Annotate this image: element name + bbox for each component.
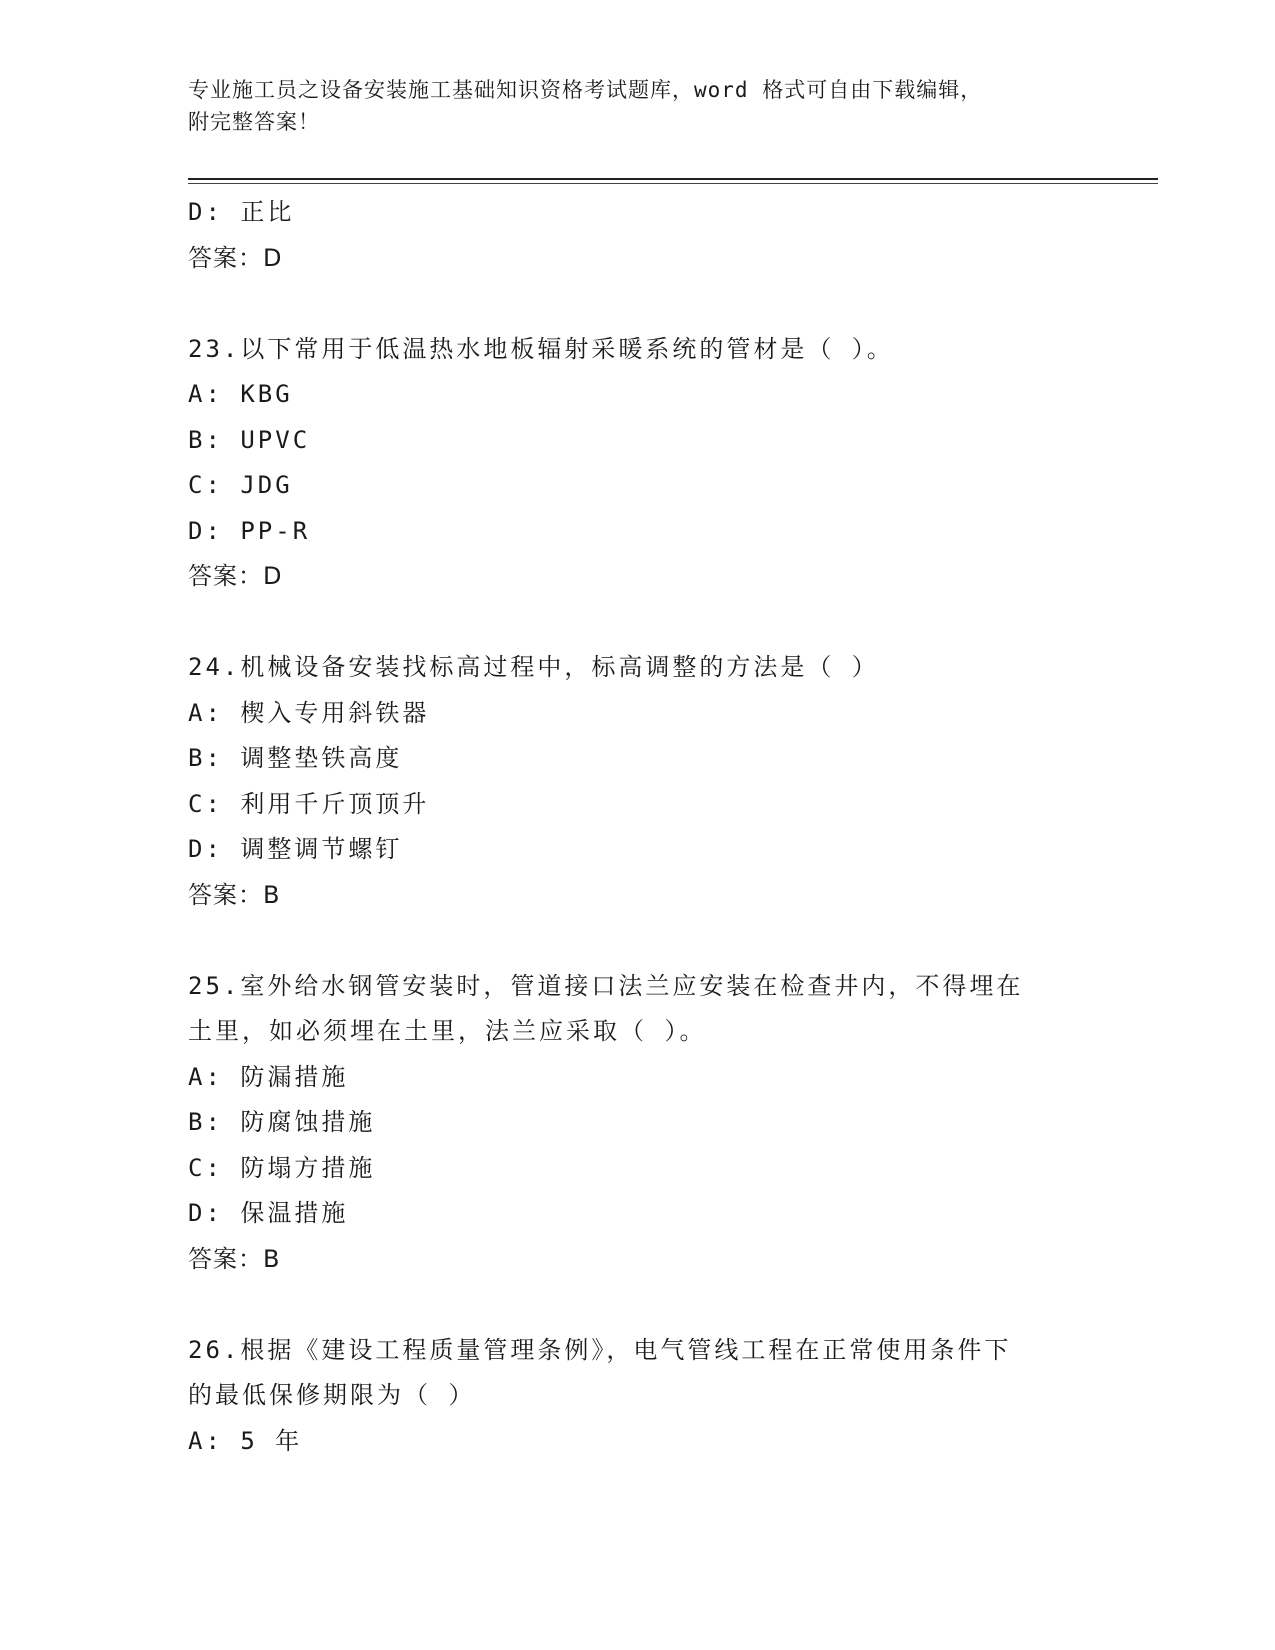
question-23-option-d: D: PP-R <box>188 516 311 545</box>
header-divider-thin <box>188 183 1158 184</box>
question-24-stem: 24.机械设备安装找标高过程中，标高调整的方法是（ ） <box>188 653 879 681</box>
question-26-option-a: A: 5 年 <box>188 1426 303 1455</box>
question-23-option-b: B: UPVC <box>188 425 311 454</box>
question-26-stem-line-2: 的最低保修期限为（ ） <box>188 1381 476 1409</box>
question-24-option-d: D: 调整调节螺钉 <box>188 835 403 863</box>
spacer <box>188 281 1088 327</box>
header-title-line-2: 附完整答案！ <box>188 110 320 134</box>
question-list <box>188 190 1088 1464</box>
question-24-option-c: C: 利用千斤顶顶升 <box>188 789 430 818</box>
question-23-stem: 23.以下常用于低温热水地板辐射采暖系统的管材是（ ）。 <box>188 334 894 363</box>
question-25-answer: 答案：B <box>188 1244 281 1273</box>
question-23-option-c: C: JDG <box>188 471 293 499</box>
spacer <box>188 1282 1088 1328</box>
question-24-option-b: B: 调整垫铁高度 <box>188 744 403 772</box>
question-23-answer: 答案：D <box>188 562 283 590</box>
prev-answer: 答案：D <box>188 243 283 272</box>
question-25-option-d: D: 保温措施 <box>188 1199 349 1227</box>
question-25-stem-line-2: 土里，如必须埋在土里，法兰应采取（ ）。 <box>188 1017 707 1045</box>
question-25-stem-line-1: 25.室外给水钢管安装时，管道接口法兰应安装在检查井内，不得埋在 <box>188 971 1024 1000</box>
document-header <box>188 74 1068 138</box>
header-divider-thick <box>188 178 1158 180</box>
question-25-option-c: C: 防塌方措施 <box>188 1153 376 1182</box>
question-24-option-a: A: 楔入专用斜铁器 <box>188 698 430 727</box>
question-25-option-b: B: 防腐蚀措施 <box>188 1108 376 1136</box>
prev-option-d: D: 正比 <box>188 198 295 226</box>
spacer <box>188 600 1088 646</box>
question-24-answer: 答案：B <box>188 880 281 909</box>
spacer <box>188 918 1088 964</box>
question-25-option-a: A: 防漏措施 <box>188 1062 349 1091</box>
question-26-stem-line-1: 26.根据《建设工程质量管理条例》，电气管线工程在正常使用条件下 <box>188 1335 1012 1364</box>
header-title-line-1: 专业施工员之设备安装施工基础知识资格考试题库，word 格式可自由下载编辑， <box>188 78 983 102</box>
question-23-option-a: A: KBG <box>188 380 293 408</box>
